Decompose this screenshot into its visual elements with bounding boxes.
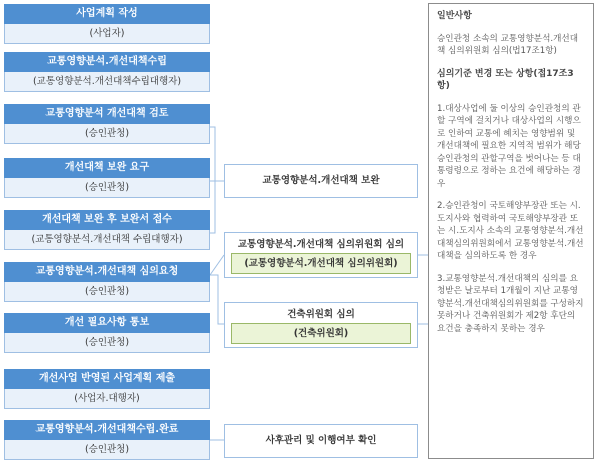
step-actor: (승인관청) (4, 440, 210, 460)
step-title: 교통영향분석.개선대책 심의요청 (4, 262, 210, 282)
note-criteria-heading: 심의기준 변경 또는 상항(접17조3항) (437, 68, 574, 91)
step-title: 개선대책 보완 후 보완서 접수 (4, 210, 210, 230)
note-item-1: 1.대상사업에 둘 이상의 승인관청의 관할 구역에 걸치거나 대상사업의 시행으로 인하여 교통에 혜치는 영향범위 및 개선대책에 필요한 지역적 범위가 해당 승인관청의 관할구역을 벗어나는 등 대통령령으로 정하는 요건에 해당하는 경우 (437, 103, 581, 189)
process-step-2 (4, 52, 210, 92)
step-actor: (승인관청) (4, 178, 210, 198)
step-title: 사업계획 작성 (4, 4, 210, 24)
step-actor: (승인관청) (4, 333, 210, 353)
supplement-box (224, 164, 418, 198)
step-actor: (승인관청) (4, 124, 210, 144)
step-title: 개선대책 보완 요구 (4, 158, 210, 178)
note-general-text: 승인관청 소속의 교통영향분석.개선대책 심의위원회 심의(법17조1항) (437, 33, 579, 56)
connector-request-committee (210, 255, 224, 275)
process-step-6 (4, 262, 210, 302)
note-item-2: 2.승인관청이 국토해양부장관 또는 시.도지사와 협력하여 국토해양부장관 또는 시.도지사 소속의 교통영향분석.개선대책심의위원회에서 교통영향분석.개선대책을 심의하도록 한 경우 (437, 201, 584, 261)
building-committee-box (224, 302, 418, 348)
building-committee-title: 건축위원회 심의 (287, 309, 355, 320)
connector-supplement-resubmit (210, 181, 215, 233)
process-step-9 (4, 420, 210, 460)
process-step-5 (4, 210, 210, 250)
step-title: 개선사업 반영된 사업계획 제출 (4, 369, 210, 389)
followup-box (224, 424, 418, 458)
note-general-heading: 일반사항 (437, 11, 472, 21)
process-step-1 (4, 4, 210, 44)
note-panel (428, 3, 594, 459)
note-item-3: 3.교통영향분석.개선대책의 심의를 요청받은 날로부터 1개월이 지난 교통영향분석.개선대책심의위원회를 구성하지 못하거나 건축위원회가 제2항 후단의 요건을 충족하지 못하는 경우 (437, 273, 584, 334)
step-title: 개선 필요사항 통보 (4, 313, 210, 333)
connector-request-building (210, 275, 224, 324)
process-step-8 (4, 369, 210, 409)
step-actor: (승인관청) (4, 282, 210, 302)
committee-title: 교통영향분석.개선대책 심의위원회 심의 (237, 239, 405, 250)
building-committee-name: (건축위원회) (231, 323, 411, 344)
step-actor: (사업자.대행자) (4, 389, 210, 409)
step-actor: (교통영향분석.개선대책수립대행자) (4, 72, 210, 92)
step-title: 교통영향분석.개선대책수립.완료 (4, 420, 210, 440)
process-step-4 (4, 158, 210, 198)
step-actor: (교통영향분석.개선대책 수립대행자) (4, 230, 210, 250)
supplement-label: 교통영향분석.개선대책 보완 (262, 175, 380, 186)
step-title: 교통영향분석.개선대책수립 (4, 52, 210, 72)
connector-review-supplement (210, 127, 224, 181)
process-step-3 (4, 104, 210, 144)
step-actor: (사업자) (4, 24, 210, 44)
committee-box (224, 232, 418, 278)
process-step-7 (4, 313, 210, 353)
committee-name: (교통영향분석.개선대책 심의위원회) (231, 253, 411, 274)
step-title: 교통영향분석 개선대책 검토 (4, 104, 210, 124)
followup-label: 사후관리 및 이행여부 확인 (265, 435, 377, 446)
